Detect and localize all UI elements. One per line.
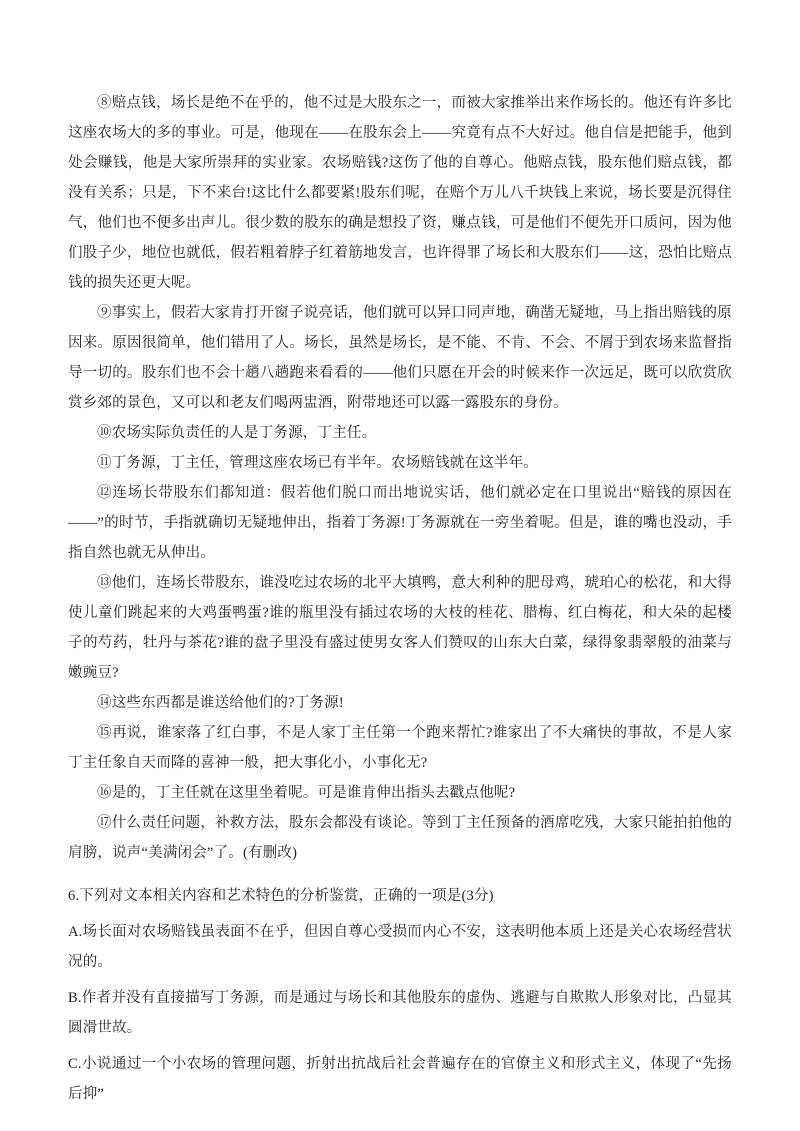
- reading-passage: [68, 88, 732, 868]
- passage-paragraph-14: ⑭这些东西都是谁送给他们的?丁务源!: [97, 695, 344, 711]
- passage-paragraph-13: ⑬他们，连场长带股东，谁没吃过农场的北平大填鸭，意大利种的肥母鸡，琥珀心的松花，和大得使儿童们跳起来的大鸡蛋鸭蛋?谁的瓶里没有插过农场的大枝的桂花、腊梅、红白梅花，和大朵的起楼子的芍药，牡丹与茶花?谁的盘子里没有盛过使男女客人们赞叹的山东大白菜，绿得象翡翠般的油菜与嫩豌豆?: [68, 575, 732, 681]
- option-a: A.场长面对农场赔钱虽表面不在乎，但因自尊心受损而内心不安，这表明他本质上还是关心农场经营状况的。: [68, 924, 732, 970]
- question-6: [68, 878, 732, 1112]
- option-c: C.小说通过一个小农场的管理问题，折射出抗战后社会普遍存在的官僚主义和形式主义，体现了“先扬后抑”: [68, 1056, 732, 1102]
- passage-paragraph-10: ⑩农场实际负责任的人是丁务源，丁主任。: [97, 425, 377, 441]
- question-stem: 6.下列对文本相关内容和艺术特色的分析鉴赏，正确的一项是(3分): [68, 888, 494, 904]
- passage-paragraph-17: ⑰什么责任问题，补救方法，股东会都没有谈论。等到丁主任预备的酒席吃残，大家只能拍拍他的肩膀，说声“美满闭会”了。(有删改): [68, 815, 732, 861]
- passage-paragraph-16: ⑯是的，丁主任就在这里坐着呢。可是谁肯伸出指头去戳点他呢?: [97, 785, 516, 801]
- passage-paragraph-11: ⑪丁务源，丁主任，管理这座农场已有半年。农场赔钱就在这半年。: [97, 455, 538, 471]
- passage-paragraph-9: ⑨事实上，假若大家肯打开窗子说亮话，他们就可以异口同声地，确凿无疑地，马上指出赔钱的原因来。原因很简单，他们错用了人。场长，虽然是场长，是不能、不肯、不会、不屑于到农场来监督指导一切的。股东们也不会十趟八趟跑来看看的——他们只愿在开会的时候来作一次远足，既可以欣赏欣赏乡郊的景色，又可以和老友们喝两盅酒，附带地还可以露一露股东的身份。: [68, 305, 732, 411]
- passage-paragraph-8: ⑧赔点钱，场长是绝不在乎的，他不过是大股东之一，而被大家推举出来作场长的。他还有许多比这座农场大的多的事业。可是，他现在——在股东会上——究竟有点不大好过。他自信是把能手，他到处会赚钱，他是大家所崇拜的实业家。农场赔钱?这伤了他的自尊心。他赔点钱，股东他们赔点钱，都没有关系；只是，下不来台!这比什么都要紧!股东们呢，在赔个万儿八千块钱上来说，场长要是沉得住气，他们也不便多出声儿。很少数的股东的确是想投了资，赚点钱，可是他们不便先开口质问，因为他们股子少，地位也就低，假若粗着脖子红着筋地发言，也许得罪了场长和大股东们——这，恐怕比赔点钱的损失还更大呢。: [68, 95, 732, 291]
- passage-paragraph-15: ⑮再说，谁家落了红白事，不是人家丁主任第一个跑来帮忙?谁家出了不大痛快的事故，不是人家丁主任象自天而降的喜神一般，把大事化小，小事化无?: [68, 725, 732, 771]
- passage-paragraph-12: ⑫连场长带股东们都知道：假若他们脱口而出地说实话，他们就必定在口里说出“赔钱的原因在——”的时节，手指就确切无疑地伸出，指着丁务源!丁务源就在一旁坐着呢。但是，谁的嘴也没动，手指自然也就无从伸出。: [68, 485, 732, 561]
- option-b: B.作者并没有直接描写丁务源，而是通过与场长和其他股东的虚伪、逃避与自欺欺人形象对比，凸显其圆滑世故。: [68, 990, 732, 1036]
